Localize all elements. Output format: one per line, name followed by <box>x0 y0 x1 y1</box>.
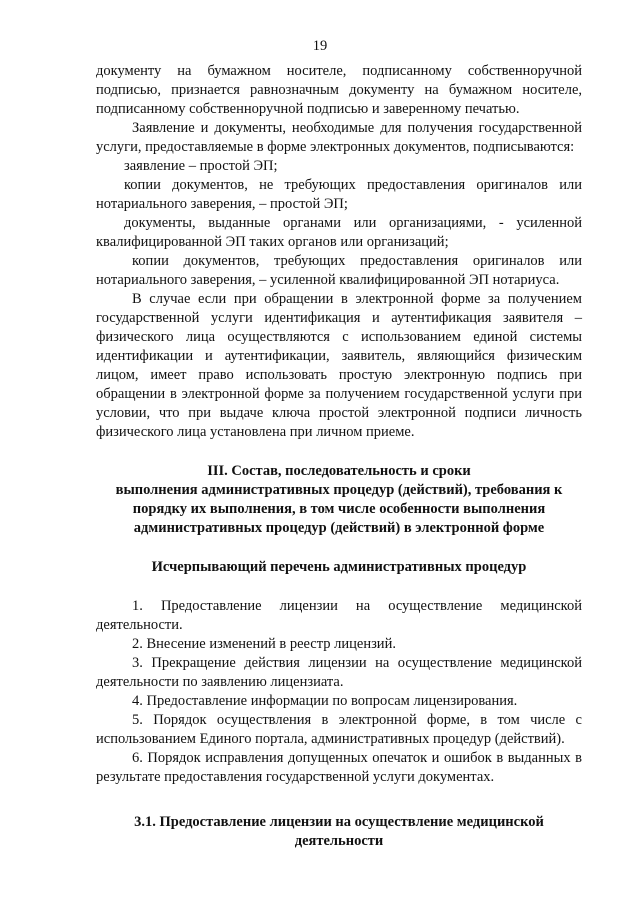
paragraph-issued-documents: документы, выданные органами или организациями, - усиленной квалифицированной ЭП таких органов или организаций; <box>96 215 582 250</box>
subsection-title-line-1: 3.1. Предоставление лицензии на осуществление медицинской <box>134 814 544 830</box>
paragraph-application-signature: заявление – простой ЭП; <box>124 158 278 174</box>
procedure-item: 2. Внесение изменений в реестр лицензий. <box>132 636 396 652</box>
procedure-item: 3. Прекращение действия лицензии на осуществление медицинской деятельности по заявлению лицензиата. <box>96 655 582 690</box>
section-title-line-3: порядку их выполнения, в том числе особенности выполнения <box>132 501 546 517</box>
procedure-item: 4. Предоставление информации по вопросам лицензирования. <box>132 693 518 709</box>
subsection-title-line-2: деятельности <box>294 833 384 849</box>
paragraph-signing-intro: Заявление и документы, необходимые для получения государственной услуги, предоставляемые в форме электронных документов, подписываются: <box>96 120 582 155</box>
paragraph-copies-notary: копии документов, требующих предоставления оригиналов или нотариального заверения, – усиленной квалифицированной ЭП нотариуса. <box>96 253 582 288</box>
page-content <box>96 62 582 851</box>
procedures-list-title: Исчерпывающий перечень административных процедур <box>151 559 527 575</box>
paragraph-copies-simple: копии документов, не требующих предоставления оригиналов или нотариального заверения, – простой ЭП; <box>96 177 582 212</box>
section-title-line-2: выполнения административных процедур (действий), требования к <box>115 482 563 498</box>
paragraph-electronic-identification: В случае если при обращении в электронной форме за получением государственной услуги идентификация и аутентификация заявителя – физического лица осуществляются с использованием единой системы идентификации и аутентификации, заявитель, являющийся физическим лицом, имеет право использовать простую электронную подпись при обращении в электронной форме за получением государственной услуги при условии, что при выдаче ключа простой электронной подписи личность физического лица установлена при личном приеме. <box>96 291 582 440</box>
section-title-line-1: III. Состав, последовательность и сроки <box>207 463 471 479</box>
section-title-line-4: административных процедур (действий) в электронной форме <box>133 520 545 536</box>
paragraph-continuation: документу на бумажном носителе, подписанному собственноручной подписью, признается равнозначным документу на бумажном носителе, подписанному собственноручной подписью и заверенному печатью. <box>96 63 582 117</box>
page-number: 19 <box>312 38 328 54</box>
procedure-item: 1. Предоставление лицензии на осуществление медицинской деятельности. <box>96 598 582 633</box>
procedure-item: 6. Порядок исправления допущенных опечаток и ошибок в выданных в результате предоставления государственной услуги документах. <box>96 750 582 785</box>
procedure-item: 5. Порядок осуществления в электронной форме, в том числе с использованием Единого портала, административных процедур (действий). <box>96 712 582 747</box>
